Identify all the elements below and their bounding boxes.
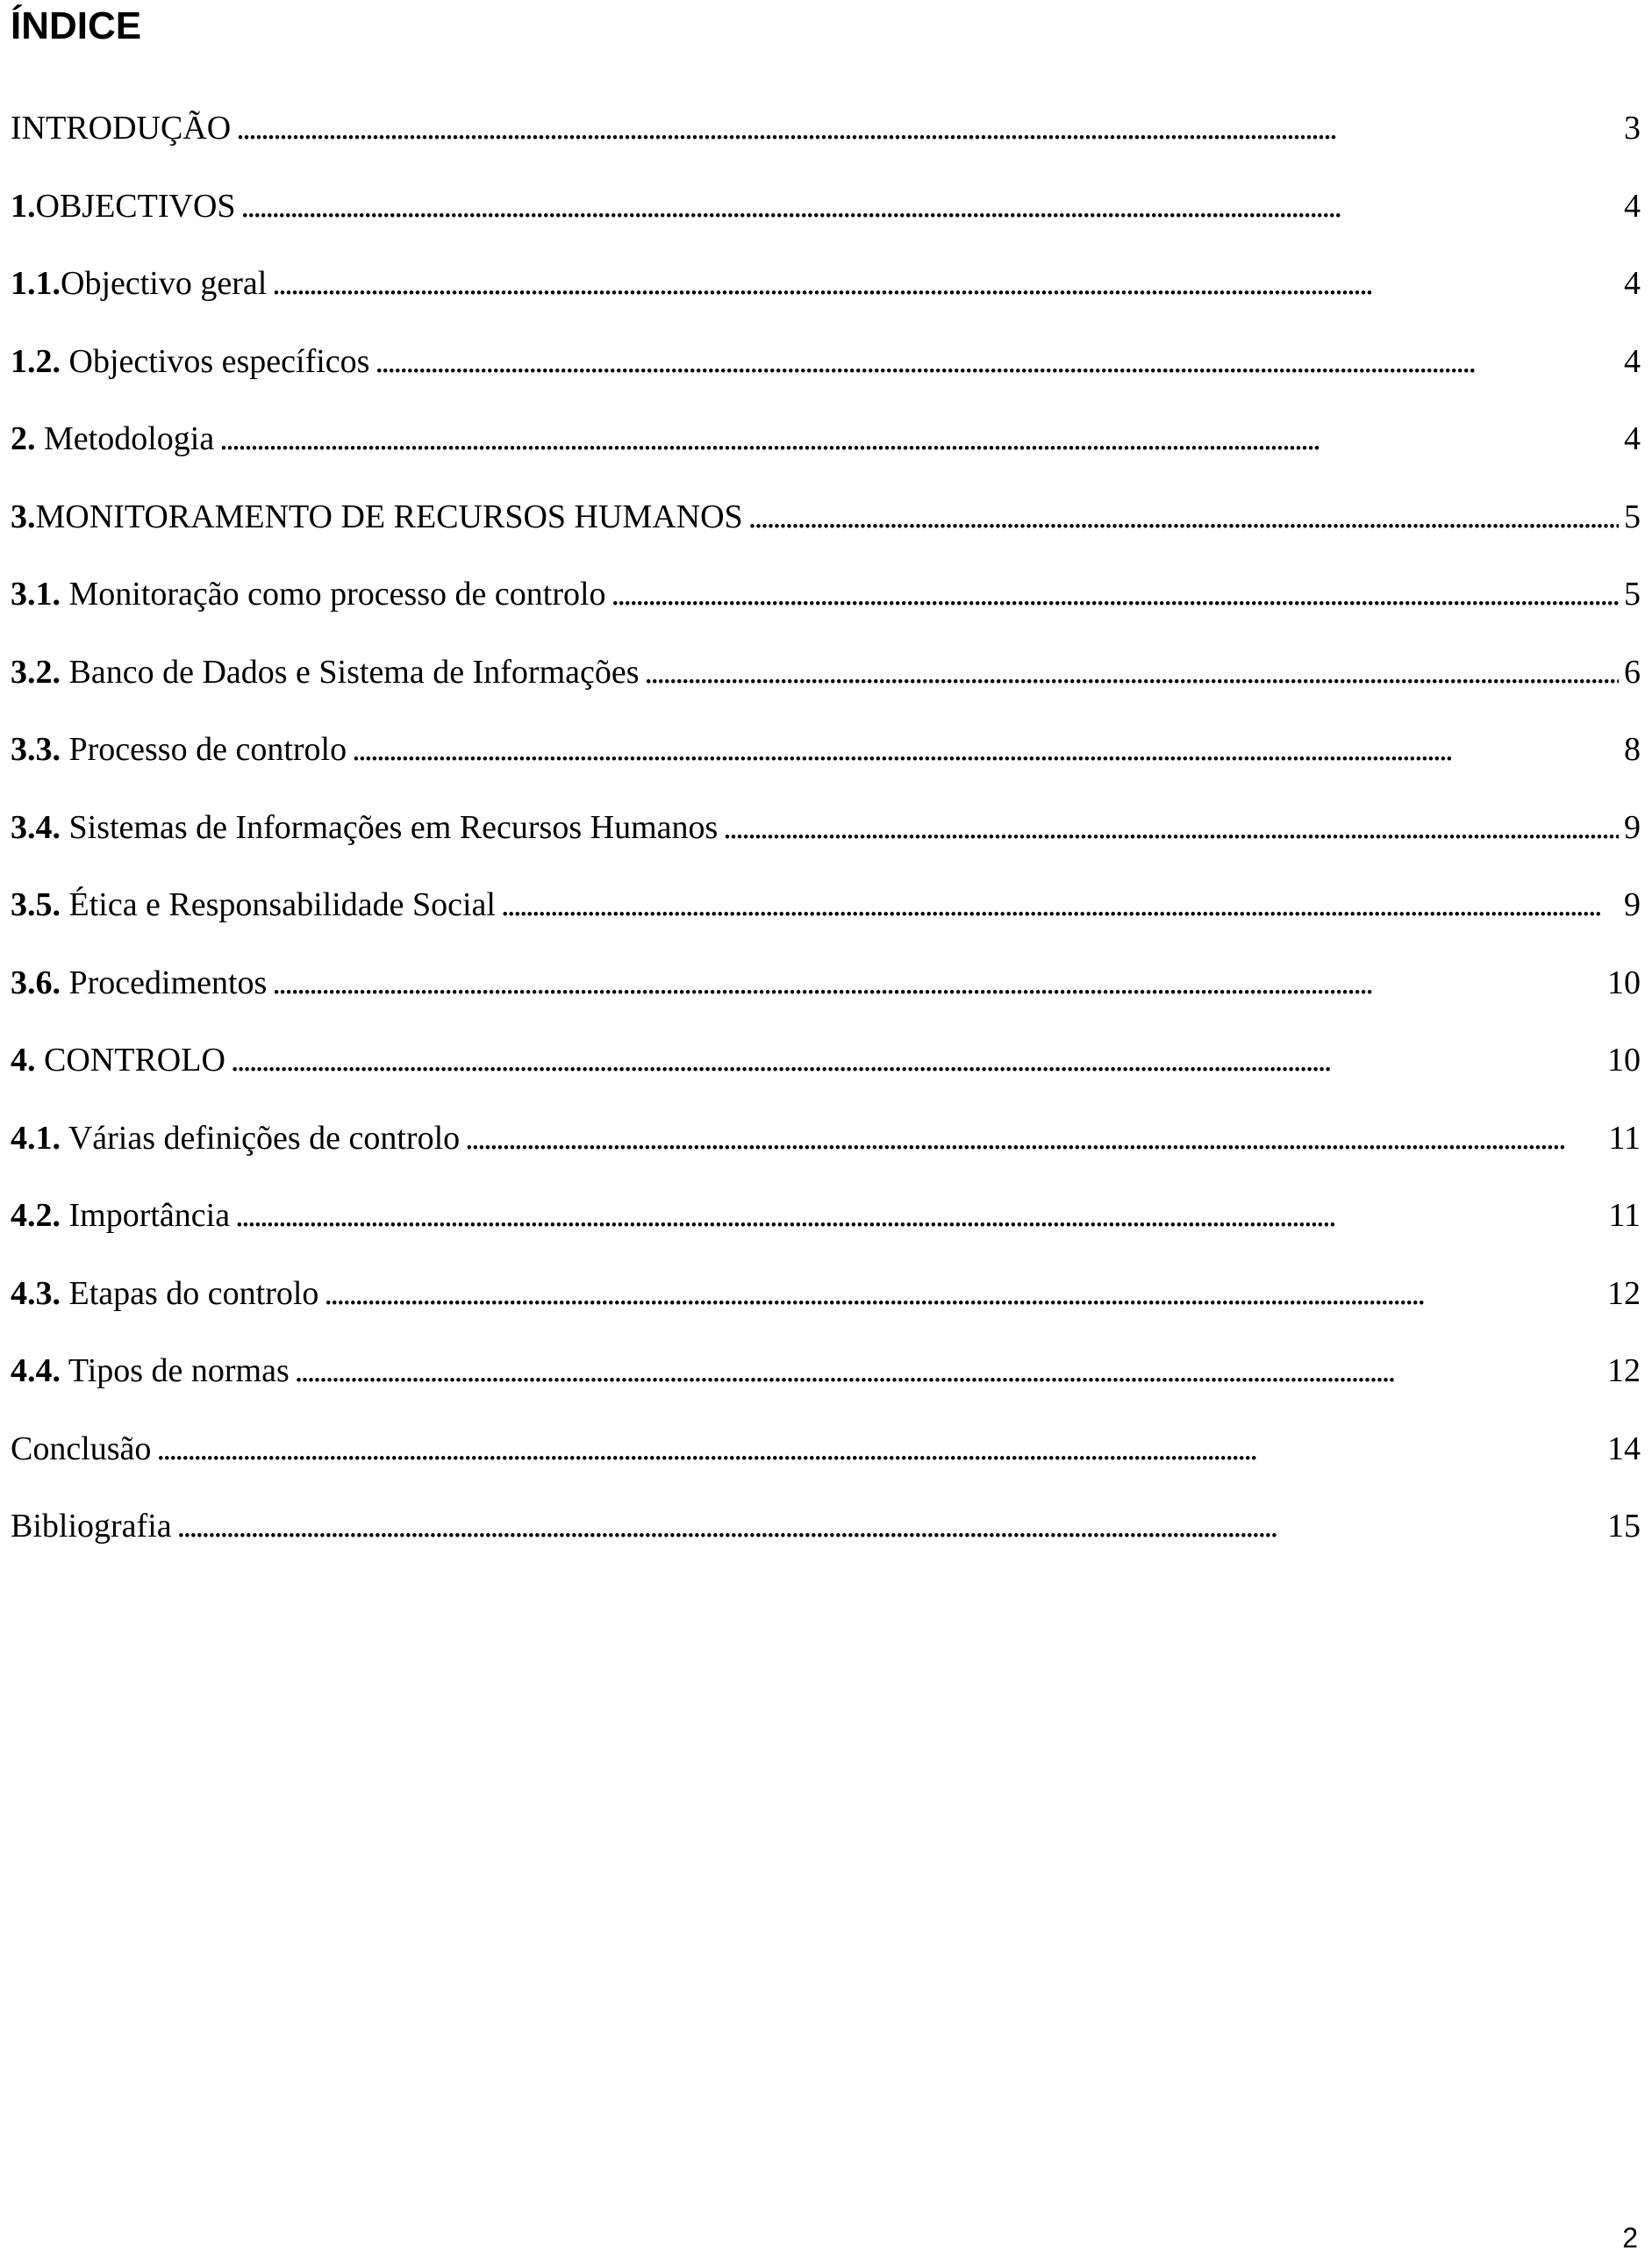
toc-entry-objectivos-especificos[interactable] [11, 335, 1641, 413]
toc-entry-controlo[interactable] [11, 1034, 1641, 1112]
toc-entry-title: Tipos de normas [61, 1352, 290, 1389]
toc-entry-title: Processo de controlo [61, 731, 347, 768]
toc-entry-page: 15 [1607, 1508, 1641, 1545]
toc-entry-title: Conclusão [11, 1430, 152, 1467]
dot-leader [241, 180, 1619, 233]
dot-leader [375, 335, 1619, 388]
toc-entry-sistemas-de-informacoes[interactable] [11, 801, 1641, 879]
toc-entry-number: 3.3. [11, 731, 61, 768]
toc-entry-processo-de-controlo[interactable] [11, 723, 1641, 801]
toc-entry-title: Monitoração como processo de controlo [61, 576, 606, 613]
dot-leader [748, 491, 1619, 543]
toc-entry-title: INTRODUÇÃO [11, 110, 232, 147]
toc-entry-page: 11 [1608, 1197, 1641, 1234]
toc-entry-title: Bibliografia [11, 1508, 172, 1545]
toc-entry-page: 4 [1624, 265, 1641, 302]
toc-entry-objectivo-geral[interactable] [11, 257, 1641, 335]
dot-leader [465, 1112, 1603, 1165]
toc-entry-number: 3.4. [11, 808, 61, 846]
toc-entry-monitoramento[interactable] [11, 491, 1641, 569]
toc-entry-title: OBJECTIVOS [35, 187, 236, 225]
dot-leader [219, 412, 1619, 465]
dot-leader [611, 568, 1619, 620]
toc-entry-metodologia[interactable] [11, 412, 1641, 491]
toc-entry-page: 10 [1607, 964, 1641, 1001]
dot-leader [272, 257, 1619, 310]
dot-leader [352, 723, 1619, 776]
toc-entry-title: Objectivos específicos [61, 342, 370, 380]
toc-entry-page: 4 [1624, 342, 1641, 380]
dot-leader [723, 801, 1619, 854]
toc-entry-title: Várias definições de controlo [61, 1119, 461, 1157]
dot-leader [235, 1189, 1603, 1242]
toc-entry-title: MONITORAMENTO DE RECURSOS HUMANOS [35, 498, 743, 535]
toc-entry-number: 4.4. [11, 1352, 61, 1389]
toc-entry-number: 1.1. [11, 265, 61, 302]
toc-entry-page: 8 [1624, 731, 1641, 768]
dot-leader [324, 1267, 1602, 1320]
toc-entry-number: 3. [11, 498, 36, 535]
toc-entry-title: Etapas do controlo [61, 1274, 319, 1312]
toc-entry-number: 3.5. [11, 886, 61, 923]
toc-entry-number: 4.1. [11, 1119, 61, 1157]
toc-entry-page: 9 [1624, 886, 1641, 923]
toc-entry-title: Metodologia [35, 420, 215, 457]
toc-entry-number: 3.2. [11, 653, 61, 691]
toc-entry-number: 3.6. [11, 964, 61, 1001]
toc-entry-page: 4 [1624, 420, 1641, 457]
toc-entry-title: Objectivo geral [61, 265, 268, 302]
toc-entry-page: 4 [1624, 187, 1641, 225]
toc-entry-number: 4. [11, 1042, 36, 1079]
toc-entry-title: Banco de Dados e Sistema de Informações [61, 653, 640, 691]
toc-entry-title: CONTROLO [35, 1042, 225, 1079]
toc-entry-page: 9 [1624, 808, 1641, 846]
toc-entry-procedimentos[interactable] [11, 957, 1641, 1035]
toc-entry-objectivos[interactable] [11, 180, 1641, 258]
toc-entry-title: Importância [61, 1197, 231, 1234]
toc-entry-page: 5 [1624, 576, 1641, 613]
page-title: ÍNDICE [11, 4, 142, 47]
toc-entry-page: 3 [1624, 110, 1641, 147]
table-of-contents [11, 102, 1641, 1578]
toc-entry-banco-de-dados[interactable] [11, 646, 1641, 724]
dot-leader [295, 1344, 1602, 1397]
toc-entry-conclusao[interactable] [11, 1423, 1641, 1501]
toc-entry-page: 12 [1607, 1352, 1641, 1389]
toc-entry-number: 1.2. [11, 342, 61, 380]
dot-leader [645, 646, 1619, 699]
toc-entry-importancia[interactable] [11, 1189, 1641, 1267]
toc-entry-page: 10 [1607, 1042, 1641, 1079]
toc-entry-page: 6 [1624, 653, 1641, 691]
toc-entry-number: 2. [11, 420, 36, 457]
toc-entry-page: 14 [1607, 1430, 1641, 1467]
toc-entry-number: 1. [11, 187, 36, 225]
toc-entry-definicoes[interactable] [11, 1112, 1641, 1190]
toc-entry-number: 4.2. [11, 1197, 61, 1234]
dot-leader [272, 957, 1602, 1009]
toc-entry-page: 11 [1608, 1119, 1641, 1157]
toc-entry-etapas[interactable] [11, 1267, 1641, 1345]
toc-entry-monitoracao[interactable] [11, 568, 1641, 646]
toc-entry-page: 12 [1607, 1274, 1641, 1312]
page-number: 2 [1622, 2222, 1638, 2254]
toc-entry-title: Sistemas de Informações em Recursos Humanos [61, 808, 719, 846]
dot-leader [231, 1034, 1602, 1086]
toc-entry-title: Ética e Responsabilidade Social [61, 886, 496, 923]
toc-entry-title: Procedimentos [61, 964, 268, 1001]
dot-leader [501, 878, 1619, 931]
toc-entry-etica[interactable] [11, 878, 1641, 957]
dot-leader [156, 1423, 1602, 1475]
toc-entry-bibliografia[interactable] [11, 1500, 1641, 1578]
dot-leader [236, 102, 1619, 154]
dot-leader [177, 1500, 1602, 1552]
toc-entry-tipos-de-normas[interactable] [11, 1344, 1641, 1423]
toc-entry-page: 5 [1624, 498, 1641, 535]
toc-entry-number: 4.3. [11, 1274, 61, 1312]
toc-entry-introducao[interactable] [11, 102, 1641, 180]
toc-entry-number: 3.1. [11, 576, 61, 613]
